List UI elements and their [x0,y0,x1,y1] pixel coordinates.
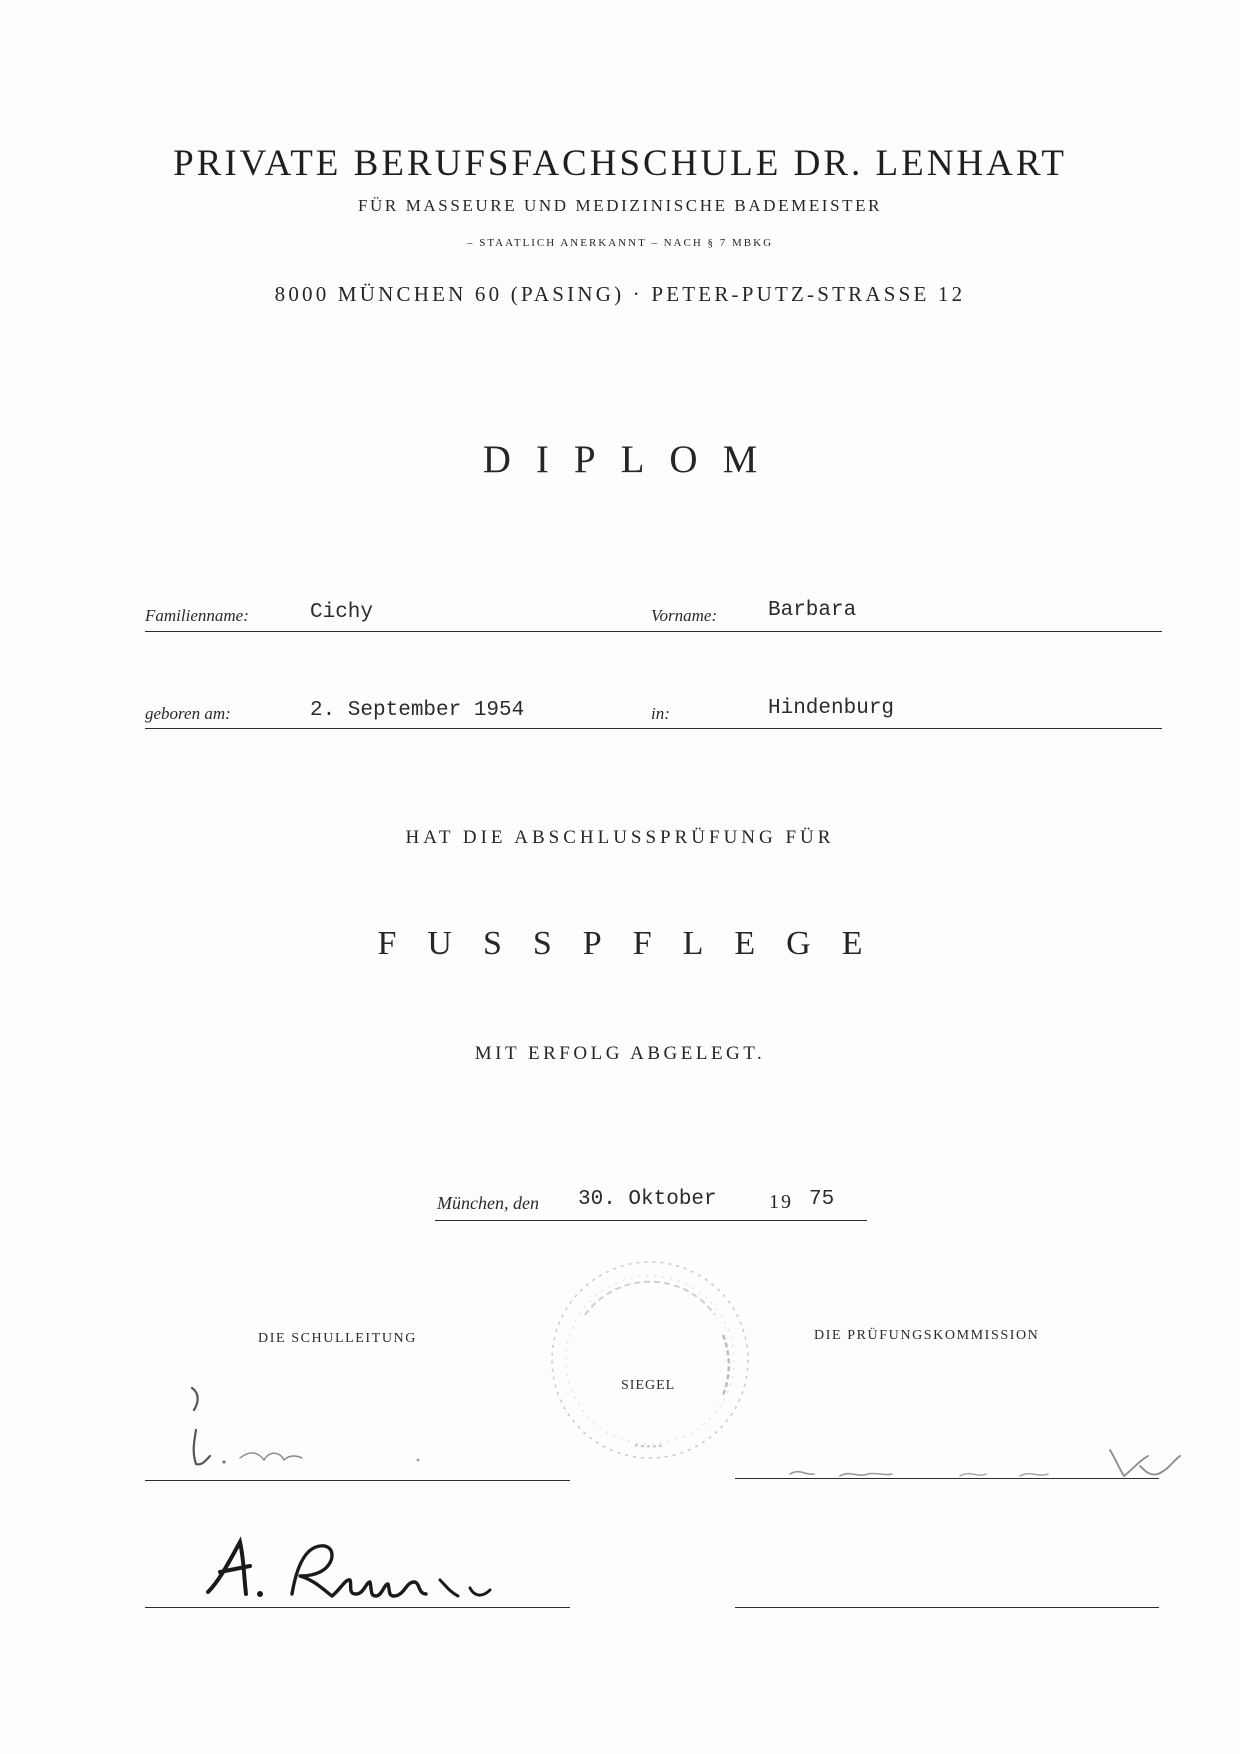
birth-row-rule [145,728,1162,729]
school-signature-ink [200,1520,530,1610]
document-title: DIPLOM [482,438,783,481]
school-name: PRIVATE BERUFSFACHSCHULE DR. LENHART [173,143,1067,184]
date-day-month: 30. Oktober [578,1188,717,1211]
school-address: 8000 MÜNCHEN 60 (PASING) · PETER-PUTZ-STRASSE 12 [274,282,966,306]
birthdate-value: 2. September 1954 [310,699,525,722]
surname-value: Cichy [310,601,374,624]
exam-statement: HAT DIE ABSCHLUSSPRÜFUNG FÜR [405,827,835,848]
school-signature-line-1 [145,1480,570,1481]
surname-label: Familienname: [145,606,249,625]
birthplace-value: Hindenburg [768,697,895,720]
firstname-value: Barbara [768,599,857,622]
passed-statement: MIT ERFOLG ABGELEGT. [474,1043,766,1064]
board-signature-line-2 [735,1607,1159,1608]
school-subtitle: FÜR MASSEURE UND MEDIZINISCHE BADEMEISTER [357,196,883,215]
birthplace-label: in: [651,704,670,723]
seal-label: SIEGEL [621,1378,676,1393]
date-year-prefix: 19 [769,1191,793,1213]
exam-board-label: DIE PRÜFUNGSKOMMISSION [814,1328,1040,1343]
date-rule [435,1220,867,1221]
exam-subject: FUSSPFLEGE [377,925,894,962]
name-row-rule [145,631,1162,632]
date-year-suffix: 75 [809,1188,835,1211]
birthdate-label: geboren am: [145,704,231,723]
recognition-note: – STAATLICH ANERKANNT – NACH § 7 MBKG [466,237,774,249]
school-signature-faint [180,1380,440,1480]
board-signature-faint [780,1430,1200,1490]
firstname-label: Vorname: [651,606,718,625]
school-management-label: DIE SCHULLEITUNG [258,1331,417,1346]
date-place-prefix: München, den [437,1193,539,1213]
school-seal [545,1255,755,1465]
seal-stamp-graphic [545,1255,755,1465]
